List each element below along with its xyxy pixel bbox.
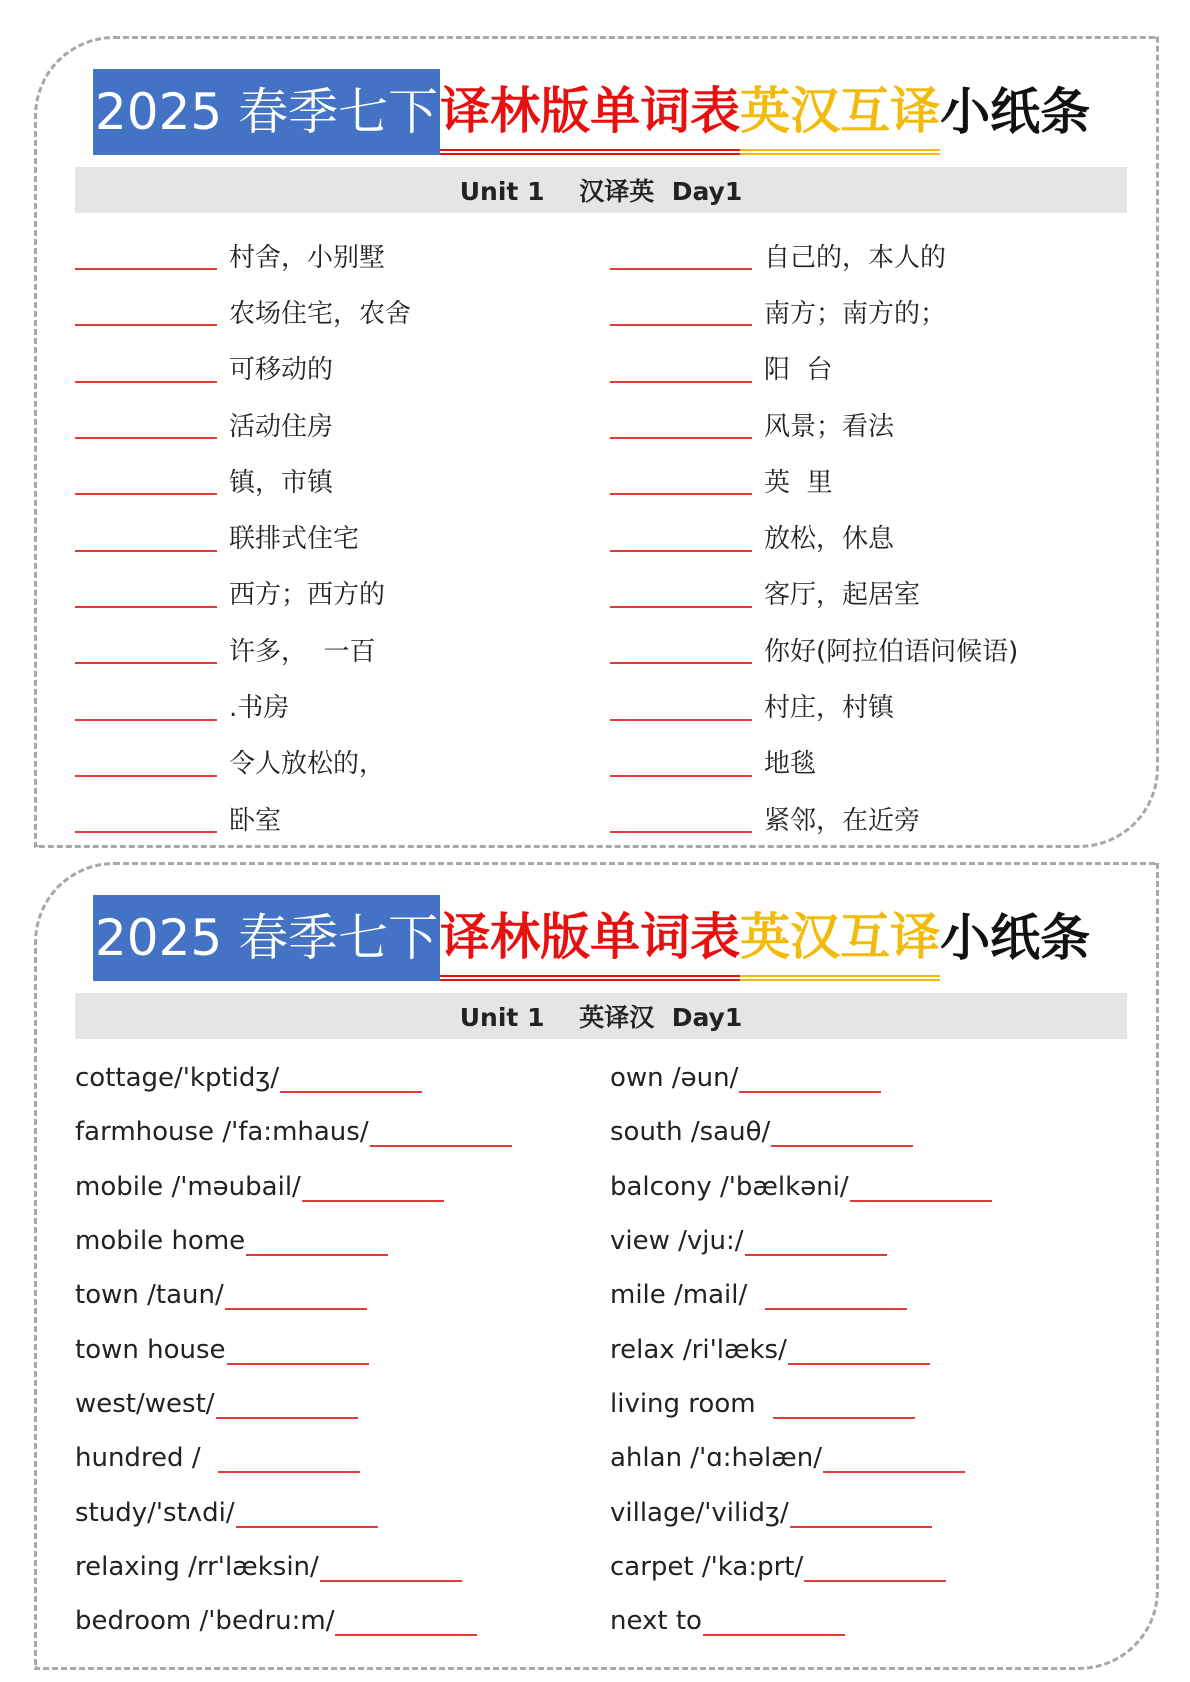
answer-blank[interactable] <box>75 691 217 721</box>
worksheet-card-en-to-cn <box>34 862 1159 1670</box>
answer-blank[interactable] <box>610 465 752 495</box>
answer-blank[interactable] <box>218 1443 360 1473</box>
word-prompt: 地毯 <box>764 749 817 780</box>
worksheet-card-cn-to-en <box>34 36 1159 848</box>
title-part-note: 小纸条 <box>940 909 1091 967</box>
word-prompt: 风景；看法 <box>764 411 895 442</box>
word-item <box>610 1540 1130 1594</box>
word-column-left <box>75 227 595 846</box>
word-prompt: cottage/'kptidʒ/ <box>75 1063 280 1094</box>
word-item <box>610 1160 1130 1214</box>
answer-blank[interactable] <box>610 240 752 270</box>
word-item <box>610 452 1130 508</box>
word-prompt: town /taun/ <box>75 1280 224 1311</box>
answer-blank[interactable] <box>610 296 752 326</box>
word-item <box>610 227 1130 283</box>
word-prompt: 令人放松的， <box>229 749 386 780</box>
title-part-wordlist: 译林版单词表 <box>440 895 740 981</box>
word-item <box>75 283 595 339</box>
word-item <box>75 1485 595 1539</box>
word-item <box>75 340 595 396</box>
worksheet-title <box>93 69 1090 155</box>
section-heading: Unit 1 英译汉 Day1 <box>75 993 1127 1039</box>
answer-blank[interactable] <box>75 465 217 495</box>
answer-blank[interactable] <box>790 1498 932 1528</box>
word-item <box>610 340 1130 396</box>
word-prompt: farmhouse /'fa:mhaus/ <box>75 1117 369 1148</box>
title-part-year: 2025 春季七下 <box>93 895 440 981</box>
word-prompt: 西方；西方的 <box>229 580 386 611</box>
title-part-translate: 英汉互译 <box>740 69 940 155</box>
word-item <box>75 1214 595 1268</box>
word-item <box>75 227 595 283</box>
word-prompt: 可移动的 <box>229 355 334 386</box>
word-prompt: 村舍，小别墅 <box>229 242 386 273</box>
answer-blank[interactable] <box>804 1552 946 1582</box>
answer-blank[interactable] <box>610 634 752 664</box>
word-prompt: 许多， 一百 <box>229 636 376 667</box>
word-item <box>75 677 595 733</box>
answer-blank[interactable] <box>610 409 752 439</box>
answer-blank[interactable] <box>75 747 217 777</box>
word-prompt: ahlan /'ɑ:həlæn/ <box>610 1443 822 1474</box>
answer-blank[interactable] <box>788 1335 930 1365</box>
word-prompt: 客厅，起居室 <box>764 580 921 611</box>
word-item <box>75 1322 595 1376</box>
word-prompt: west/west/ <box>75 1388 215 1419</box>
answer-blank[interactable] <box>236 1498 378 1528</box>
title-part-year: 2025 春季七下 <box>93 69 440 155</box>
word-item <box>610 1431 1130 1485</box>
answer-blank[interactable] <box>335 1606 477 1636</box>
word-prompt: study/'stʌdi/ <box>75 1497 235 1528</box>
word-prompt: hundred / <box>75 1443 218 1474</box>
word-prompt: 自己的，本人的 <box>764 242 947 273</box>
word-prompt: mobile home <box>75 1226 246 1257</box>
word-prompt: 村庄，村镇 <box>764 693 895 724</box>
word-item <box>75 452 595 508</box>
word-prompt: 卧室 <box>229 805 282 836</box>
word-prompt: 活动住房 <box>229 411 334 442</box>
word-item <box>610 1214 1130 1268</box>
answer-blank[interactable] <box>75 522 217 552</box>
word-prompt: 你好(阿拉伯语问候语) <box>764 636 1019 667</box>
answer-blank[interactable] <box>75 240 217 270</box>
word-prompt: south /sauθ/ <box>610 1117 771 1148</box>
word-prompt: 镇，市镇 <box>229 467 334 498</box>
worksheet-title <box>93 895 1090 981</box>
word-item <box>610 1105 1130 1159</box>
title-part-note: 小纸条 <box>940 83 1091 141</box>
word-column-right <box>610 227 1130 846</box>
answer-blank[interactable] <box>370 1117 512 1147</box>
answer-blank[interactable] <box>227 1335 369 1365</box>
word-prompt: view /vju:/ <box>610 1226 744 1257</box>
answer-blank[interactable] <box>610 803 752 833</box>
answer-blank[interactable] <box>773 1389 915 1419</box>
word-item <box>75 565 595 621</box>
word-item <box>75 1105 595 1159</box>
answer-blank[interactable] <box>823 1443 965 1473</box>
answer-blank[interactable] <box>225 1280 367 1310</box>
answer-blank[interactable] <box>320 1552 462 1582</box>
word-prompt: next to <box>610 1606 702 1637</box>
word-item <box>75 1594 595 1648</box>
word-prompt: 南方；南方的； <box>764 298 947 329</box>
word-item <box>610 1485 1130 1539</box>
word-prompt: 农场住宅，农舍 <box>229 298 412 329</box>
word-prompt: balcony /'bælkəni/ <box>610 1171 849 1202</box>
answer-blank[interactable] <box>739 1063 881 1093</box>
answer-blank[interactable] <box>302 1172 444 1202</box>
answer-blank[interactable] <box>75 296 217 326</box>
answer-blank[interactable] <box>765 1280 907 1310</box>
answer-blank[interactable] <box>75 353 217 383</box>
word-prompt: 阳 台 <box>764 355 833 386</box>
word-item <box>610 1594 1130 1648</box>
answer-blank[interactable] <box>75 803 217 833</box>
word-item <box>75 790 595 846</box>
answer-blank[interactable] <box>75 578 217 608</box>
answer-blank[interactable] <box>75 409 217 439</box>
word-prompt: relax /ri'læks/ <box>610 1334 787 1365</box>
word-item <box>610 677 1130 733</box>
word-item <box>75 508 595 564</box>
answer-blank[interactable] <box>850 1172 992 1202</box>
word-prompt: relaxing /rr'læksin/ <box>75 1551 319 1582</box>
answer-blank[interactable] <box>610 353 752 383</box>
word-item <box>75 734 595 790</box>
answer-blank[interactable] <box>610 691 752 721</box>
word-prompt: bedroom /'bedru:m/ <box>75 1606 335 1637</box>
answer-blank[interactable] <box>610 578 752 608</box>
word-prompt: mobile /'məubail/ <box>75 1171 301 1202</box>
answer-blank[interactable] <box>246 1226 388 1256</box>
word-item <box>75 1160 595 1214</box>
title-part-wordlist: 译林版单词表 <box>440 69 740 155</box>
word-prompt: .书房 <box>229 693 290 724</box>
word-item <box>610 508 1130 564</box>
word-prompt: 联排式住宅 <box>229 524 360 555</box>
word-prompt: 英 里 <box>764 467 833 498</box>
answer-blank[interactable] <box>610 747 752 777</box>
word-item <box>75 621 595 677</box>
word-prompt: 放松，休息 <box>764 524 895 555</box>
word-column-right <box>610 1051 1130 1648</box>
answer-blank[interactable] <box>280 1063 422 1093</box>
word-prompt: own /əun/ <box>610 1063 739 1094</box>
word-item <box>75 1051 595 1105</box>
word-item <box>610 1377 1130 1431</box>
word-item <box>610 1051 1130 1105</box>
word-column-left <box>75 1051 595 1648</box>
title-part-translate: 英汉互译 <box>740 895 940 981</box>
word-item <box>75 396 595 452</box>
word-item <box>610 283 1130 339</box>
section-heading: Unit 1 汉译英 Day1 <box>75 167 1127 213</box>
word-item <box>75 1540 595 1594</box>
answer-blank[interactable] <box>745 1226 887 1256</box>
word-prompt: carpet /'ka:prt/ <box>610 1551 804 1582</box>
word-prompt: village/'vilidʒ/ <box>610 1497 789 1528</box>
word-item <box>610 1268 1130 1322</box>
answer-blank[interactable] <box>610 522 752 552</box>
word-prompt: town house <box>75 1334 226 1365</box>
word-item <box>75 1431 595 1485</box>
word-item <box>610 621 1130 677</box>
answer-blank[interactable] <box>75 634 217 664</box>
answer-blank[interactable] <box>771 1117 913 1147</box>
word-item <box>610 565 1130 621</box>
word-item <box>75 1377 595 1431</box>
word-prompt: 紧邻，在近旁 <box>764 805 921 836</box>
word-item <box>610 734 1130 790</box>
word-item <box>75 1268 595 1322</box>
word-item <box>610 790 1130 846</box>
answer-blank[interactable] <box>216 1389 358 1419</box>
word-item <box>610 396 1130 452</box>
word-item <box>610 1322 1130 1376</box>
word-prompt: living room <box>610 1388 773 1419</box>
word-prompt: mile /mail/ <box>610 1280 764 1311</box>
answer-blank[interactable] <box>703 1606 845 1636</box>
